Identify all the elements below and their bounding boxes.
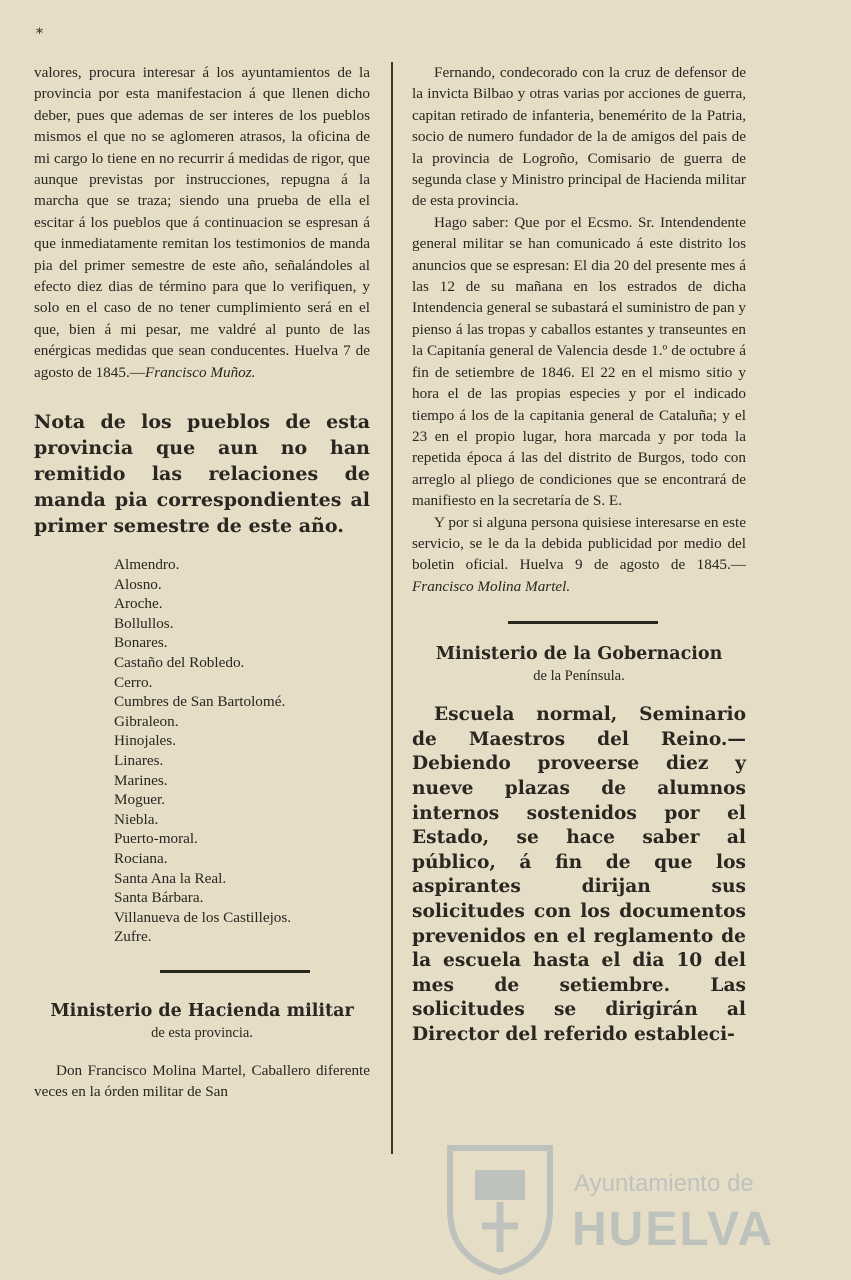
town-item: Zufre. [114,928,152,946]
intro-signature: Francisco Muñoz. [144,363,256,381]
column-divider [391,62,393,1154]
titles-paragraph: Fernando, condecorado con la cruz de defensor de la invicta Bilbao y otras varias por acciones de guerra, capitan retirado de infanteria, benemérito de la Patria, socio de numero fundador de la de amigos del pais de la provincia de Logroño, Comisario de guerra de segunda clase y Ministro principal de Hacienda militar de esta provincia. [412,64,746,210]
publicity-text: Y por si alguna persona quisiese interesarse en este servicio, se le da la debida publicidad por medio del boletin oficial. Huelva 9 de agosto de 1845.— [412,513,746,574]
ministerio-hacienda-title: Ministerio de Hacienda militar [50,1000,354,1021]
town-item: Cerro. [114,673,153,691]
ministerio-hacienda-subtitle: de esta provincia. [151,1024,253,1041]
watermark [440,1140,780,1275]
town-item: Castaño del Robledo. [114,654,245,672]
town-item: Cumbres de San Bartolomé. [114,693,286,711]
right-column [412,62,746,1047]
town-item: Aroche. [114,595,163,613]
town-item: Almendro. [114,556,180,574]
town-item: Niebla. [114,810,159,828]
page-mark: * [36,26,43,42]
nota-heading: Nota de los pueblos de esta provincia que aun no han remitido las relaciones de manda pia correspondientes al primer semestre de este año. [34,411,370,538]
town-item: Alosno. [114,575,162,593]
town-item: Puerto-moral. [114,830,198,848]
city-shield-icon [440,1140,560,1275]
town-item: Linares. [114,752,164,770]
town-item: Santa Bárbara. [114,889,204,907]
watermark-line1: Ayuntamiento de [574,1170,754,1197]
town-item: Gibraleon. [114,712,179,730]
towns-list [114,555,370,947]
publicity-signature: Francisco Molina Martel. [412,577,571,595]
don-paragraph: Don Francisco Molina Martel, Caballero diferente veces en la órden militar de San [34,1061,370,1101]
town-item: Bollullos. [114,614,174,632]
watermark-line2: HUELVA [572,1203,775,1256]
town-item: Hinojales. [114,732,177,750]
intro-text: valores, procura interesar á los ayuntamientos de la provincia por esta manifestacion á que llenen dicho deber, pues que ademas de ser interes de los pueblos mismos el que no se aglomeren atrasos, la oficina de mi cargo lo tiene en no recurrir á medidas de rigor, que aunque previstas por instrucciones, repugna á la marcha que se traza; siendo una prueba de ella el escitar á los pueblos que á continuacion se espresan á que inmediatamente remitan los testimonios de manda pia del primer semestre de este año, señalándoles al efecto diez dias de término para que lo verifiquen, y solo en el caso de no tener cumplimiento será en el que, bien á mi pesar, me valdré al punto de las enérgicas medidas que sean conducentes. Huelva 7 de agosto de 1845.— [34,64,370,381]
town-item: Marines. [114,771,168,789]
town-item: Santa Ana la Real. [114,869,227,887]
ministerio-gobernacion-title: Ministerio de la Gobernacion [435,644,723,665]
intro-paragraph [34,62,370,383]
town-item: Bonares. [114,634,168,652]
ministerio-gobernacion-subtitle: de la Península. [533,668,625,685]
left-column [34,62,370,1103]
section-divider [160,970,310,973]
escuela-paragraph: Escuela normal, Seminario de Maestros del Reino.—Debiendo proveerse diez y nueve plazas de alumnos internos sostenidos por el Estado, se hace saber al público, á fin de que los aspirantes dirijan sus solicitudes con los documentos prevenidos en el reglamento de la escuela hasta el dia 10 del mes de setiembre. Las solicitudes se dirigirán al Director del referido estableci- [412,704,746,1045]
publicity-paragraph [412,512,746,598]
section-divider [508,621,658,624]
town-item: Villanueva de los Castillejos. [114,908,292,926]
announcement-paragraph: Hago saber: Que por el Ecsmo. Sr. Intendendente general militar se han comunicado á este distrito los anuncios que se espresan: El dia 20 del presente mes á las 12 de su mañana en los estrados de dicha Intendencia general se subastará el suministro de pan y pienso á las tropas y caballos estantes y transeuntes en la Capitanía general de Valencia desde 1.º de octubre á fin de setiembre de 1846. El 22 en el mismo sitio y hora el de las propias especies y por el indicado tiempo á los de la capitania general de Cataluña; y el 23 en el propio lugar, hora marcada y por toda la repetida época á las del distrito de Burgos, todo con arreglo al pliego de condiciones que se encontrará de manifiesto en la secretaría de S. E. [412,213,747,510]
town-item: Moguer. [114,791,166,809]
town-item: Rociana. [114,850,168,867]
